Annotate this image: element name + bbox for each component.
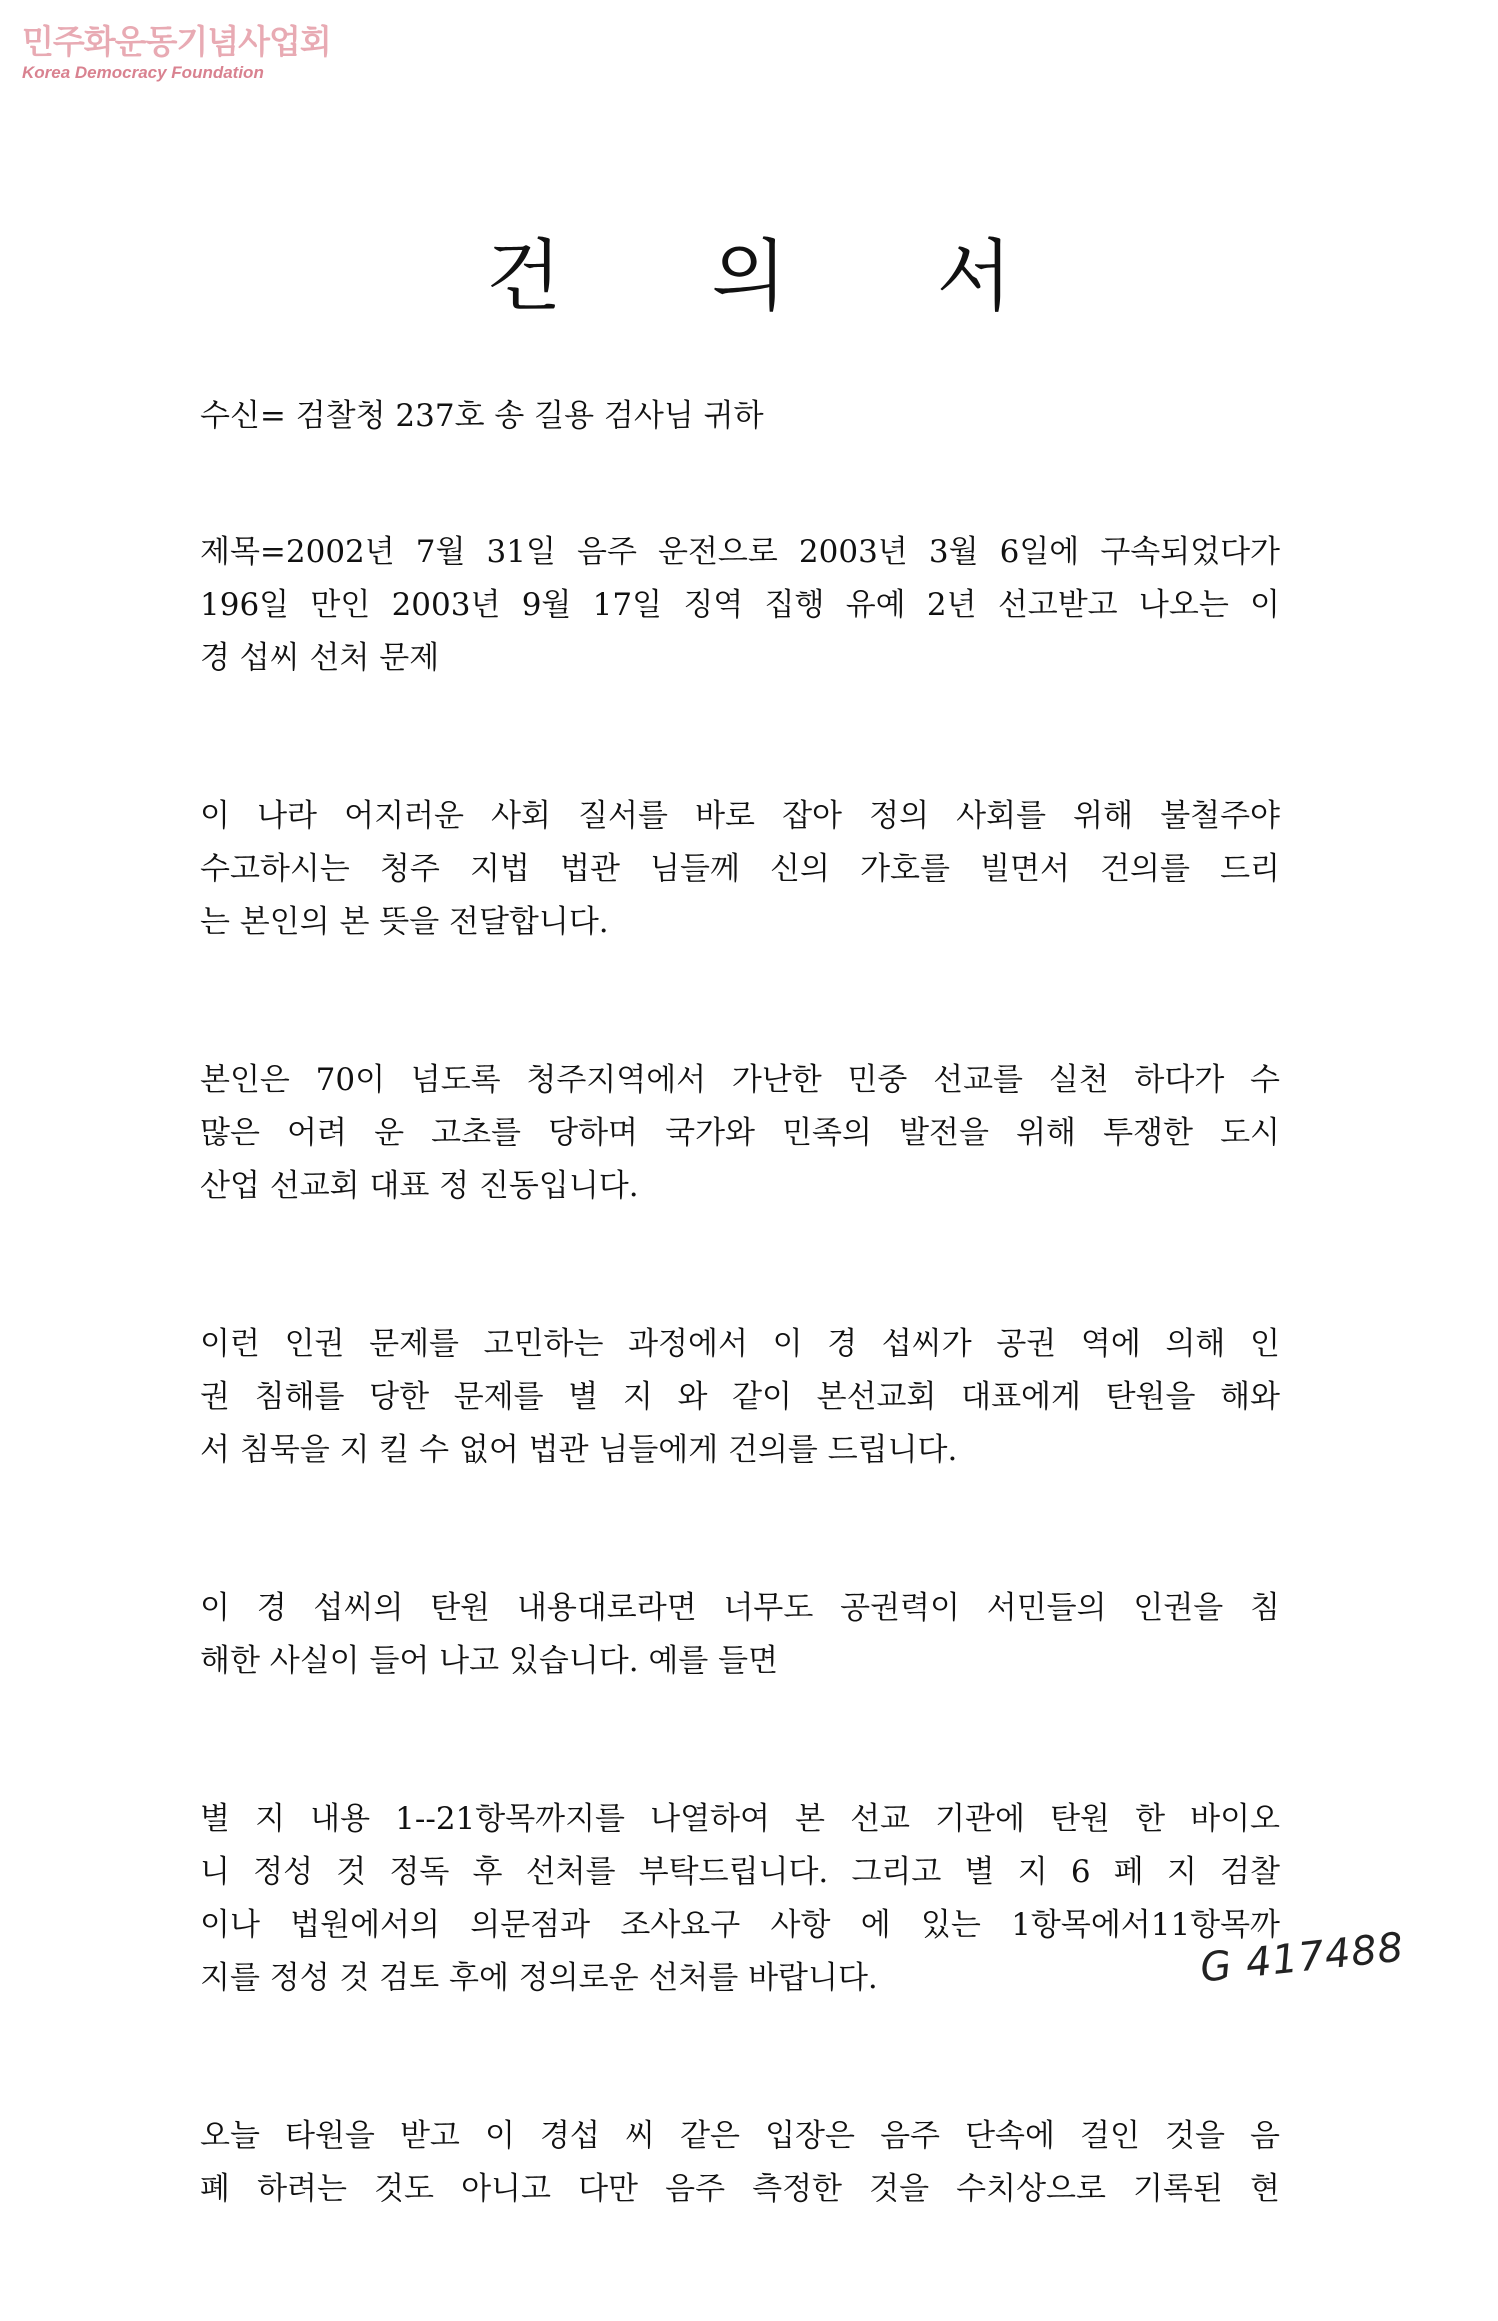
paragraph-line: 196일 만인 2003년 9월 17일 징역 집행 유예 2년 선고받고 나오는 이 xyxy=(200,587,1280,623)
recipient-paragraph xyxy=(200,390,1280,443)
paragraph-line: 제목=2002년 7월 31일 음주 운전으로 2003년 3월 6일에 구속되었다가 xyxy=(200,534,1280,570)
document-body xyxy=(200,390,1280,2321)
paragraph-line: 권 침해를 당한 문제를 별 지 와 같이 본선교회 대표에게 탄원을 해와 xyxy=(200,1379,1280,1415)
paragraph-line: 지를 정성 것 검토 후에 정의로운 선처를 바랍니다. xyxy=(200,1960,878,1996)
logo-korean-name: 민주화운동기념사업회 xyxy=(22,22,331,61)
paragraph-line: 폐 하려는 것도 아니고 다만 음주 측정한 것을 수치상으로 기록된 현 xyxy=(200,2171,1280,2207)
paragraph-line: 서 침묵을 지 킬 수 없어 법관 님들에게 건의를 드립니다. xyxy=(200,1432,958,1468)
recipient-line: 수신= 검찰청 237호 송 길용 검사님 귀하 xyxy=(200,398,764,434)
paragraph-line: 수고하시는 청주 지법 법관 님들께 신의 가호를 빌면서 건의를 드리 xyxy=(200,851,1280,887)
issue-paragraph xyxy=(200,1318,1280,1477)
logo-english-name: Korea Democracy Foundation xyxy=(22,63,264,82)
paragraph-line: 이나 법원에서의 의문점과 조사요구 사항 에 있는 1항목에서11항목까 xyxy=(200,1907,1280,1943)
subject-paragraph xyxy=(200,526,1280,685)
paragraph-line: 많은 어려 운 고초를 당하며 국가와 민족의 발전을 위해 투쟁한 도시 xyxy=(200,1115,1280,1151)
paragraph-line: 별 지 내용 1--21항목까지를 나열하여 본 선교 기관에 탄원 한 바이오 xyxy=(200,1801,1280,1837)
paragraph-line: 오늘 타원을 받고 이 경섭 씨 같은 입장은 음주 단속에 걸인 것을 음 xyxy=(200,2118,1280,2154)
paragraph-line: 본인은 70이 넘도록 청주지역에서 가난한 민중 선교를 실천 하다가 수 xyxy=(200,1062,1280,1098)
paragraph-line: 이런 인권 문제를 고민하는 과정에서 이 경 섭씨가 공권 역에 의해 인 xyxy=(200,1326,1280,1362)
handwritten-stamp: G 417488 xyxy=(1198,1924,1407,1992)
document-title: 건의서 xyxy=(485,232,1163,322)
paragraph-line: 해한 사실이 들어 나고 있습니다. 예를 들면 xyxy=(200,1643,779,1679)
greeting-paragraph xyxy=(200,790,1280,949)
foundation-logo xyxy=(22,22,331,82)
paragraph-line: 니 정성 것 정독 후 선처를 부탁드립니다. 그리고 별 지 6 페 지 검찰 xyxy=(200,1854,1280,1890)
paragraph-line: 경 섭씨 선처 문제 xyxy=(200,640,440,676)
paragraph-line: 이 경 섭씨의 탄원 내용대로라면 너무도 공권력이 서민들의 인권을 침 xyxy=(200,1590,1280,1626)
petition-paragraph xyxy=(200,1582,1280,1688)
introduction-paragraph xyxy=(200,1054,1280,1213)
continuing-paragraph xyxy=(200,2110,1280,2216)
paragraph-line: 산업 선교회 대표 정 진동입니다. xyxy=(200,1168,639,1204)
paragraph-line: 이 나라 어지러운 사회 질서를 바로 잡아 정의 사회를 위해 불철주야 xyxy=(200,798,1280,834)
request-paragraph xyxy=(200,1793,1280,2005)
paragraph-line: 는 본인의 본 뜻을 전달합니다. xyxy=(200,904,609,940)
